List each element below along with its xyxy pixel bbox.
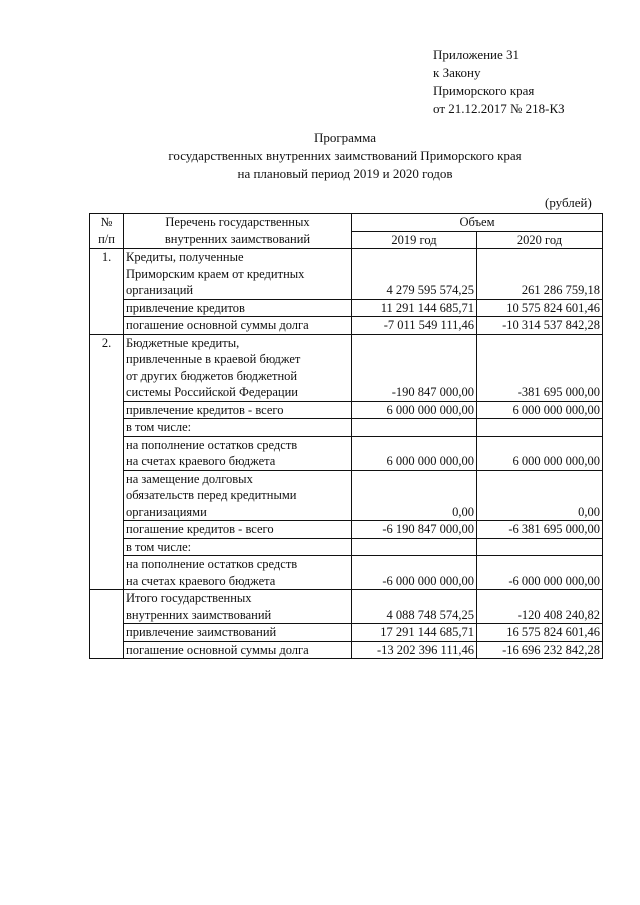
- row-name-line: организациями: [126, 504, 207, 519]
- row-name-line: обязательств перед кредитными: [126, 488, 297, 502]
- appendix-line: Приморского края: [433, 83, 535, 98]
- row-number: [90, 521, 124, 539]
- header-name: Перечень государственных внутренних заимствований: [124, 214, 352, 249]
- row-name-line: погашение основной суммы долга: [126, 318, 309, 332]
- table-row: [90, 334, 603, 401]
- value-2019: 4 088 748 574,25: [352, 590, 477, 624]
- value-2020: -10 314 537 842,28: [477, 317, 603, 335]
- row-name: [124, 436, 352, 470]
- value-2020: [477, 538, 603, 556]
- row-name: [124, 299, 352, 317]
- row-name-line: на замещение долговых: [126, 471, 253, 486]
- value-2020: 261 286 759,18: [477, 249, 603, 300]
- value-2019: [352, 538, 477, 556]
- table-row: [90, 538, 603, 556]
- value-2019: -13 202 396 111,46: [352, 641, 477, 659]
- row-number: [90, 624, 124, 642]
- row-number: 2.: [90, 334, 124, 401]
- header-volume: Объем: [352, 214, 603, 232]
- table-row: [90, 401, 603, 419]
- row-name-line: системы Российской Федерации: [126, 385, 298, 399]
- header-number: № п/п: [90, 214, 124, 249]
- value-2020: -120 408 240,82: [477, 590, 603, 624]
- table-header-row: [90, 214, 603, 232]
- table-row: [90, 436, 603, 470]
- value-2020: 6 000 000 000,00: [477, 436, 603, 470]
- appendix-line: Приложение 31: [433, 47, 520, 62]
- table-row: [90, 624, 603, 642]
- row-name-line: привлечение кредитов: [126, 300, 245, 315]
- value-2019: 17 291 144 685,71: [352, 624, 477, 642]
- value-2020: -6 381 695 000,00: [477, 521, 603, 539]
- row-number: [90, 641, 124, 659]
- value-2019: 11 291 144 685,71: [352, 299, 477, 317]
- appendix-line: к Закону: [433, 65, 481, 80]
- value-2019: 4 279 595 574,25: [352, 249, 477, 300]
- table-row: [90, 317, 603, 335]
- table-row: [90, 641, 603, 659]
- value-2020: 16 575 824 601,46: [477, 624, 603, 642]
- title-line: Программа: [313, 130, 377, 145]
- appendix-line: от 21.12.2017 № 218-КЗ: [433, 101, 565, 116]
- table-row: [90, 590, 603, 624]
- row-name-line: внутренних заимствований: [126, 607, 272, 622]
- value-2020: -381 695 000,00: [477, 334, 603, 401]
- value-2020: -16 696 232 842,28: [477, 641, 603, 659]
- row-number: [90, 299, 124, 317]
- row-number: [90, 470, 124, 521]
- row-name-line: привлечение кредитов - всего: [126, 402, 284, 417]
- value-2019: 6 000 000 000,00: [352, 436, 477, 470]
- row-name-line: Итого государственных: [126, 591, 252, 605]
- title-line: на плановый период 2019 и 2020 годов: [237, 166, 453, 181]
- borrowings-table: [89, 213, 603, 659]
- value-2019: 6 000 000 000,00: [352, 401, 477, 419]
- row-name-line: на счетах краевого бюджета: [126, 573, 276, 588]
- row-number: 1.: [90, 249, 124, 300]
- row-number: [90, 401, 124, 419]
- value-2020: -6 000 000 000,00: [477, 556, 603, 590]
- row-name-line: от других бюджетов бюджетной: [126, 368, 298, 383]
- appendix-reference: [433, 46, 565, 118]
- row-name-line: привлеченные в краевой бюджет: [126, 352, 301, 366]
- row-name: [124, 538, 352, 556]
- value-2019: -6 000 000 000,00: [352, 556, 477, 590]
- table-row: [90, 249, 603, 300]
- value-2020: [477, 419, 603, 437]
- row-name: [124, 624, 352, 642]
- row-name-line: погашение кредитов - всего: [126, 522, 274, 536]
- row-name: [124, 556, 352, 590]
- row-name-line: Бюджетные кредиты,: [126, 335, 240, 350]
- row-name-line: привлечение заимствований: [126, 625, 277, 639]
- value-2019: -7 011 549 111,46: [352, 317, 477, 335]
- table-row: [90, 556, 603, 590]
- table-row: [90, 419, 603, 437]
- row-number: [90, 436, 124, 470]
- row-name-line: на пополнение остатков средств: [126, 437, 298, 452]
- row-name: [124, 249, 352, 300]
- header-year-2020: 2020 год: [477, 231, 603, 249]
- table-row: [90, 299, 603, 317]
- title-line: государственных внутренних заимствований Приморского края: [168, 148, 522, 163]
- value-2020: 0,00: [477, 470, 603, 521]
- row-number: [90, 419, 124, 437]
- row-name-line: организаций: [126, 283, 194, 297]
- row-name-line: на пополнение остатков средств: [126, 557, 298, 571]
- row-name: [124, 641, 352, 659]
- row-name: [124, 317, 352, 335]
- row-name: [124, 401, 352, 419]
- row-name-line: в том числе:: [126, 539, 192, 554]
- table-row: [90, 470, 603, 521]
- row-name-line: на счетах краевого бюджета: [126, 454, 276, 468]
- row-number: [90, 317, 124, 335]
- value-2019: -6 190 847 000,00: [352, 521, 477, 539]
- table-row: [90, 521, 603, 539]
- row-number: [90, 556, 124, 590]
- row-name: [124, 521, 352, 539]
- value-2019: -190 847 000,00: [352, 334, 477, 401]
- row-name: [124, 470, 352, 521]
- row-number: [90, 590, 124, 624]
- units-label: (рублей): [545, 195, 592, 210]
- value-2019: 0,00: [352, 470, 477, 521]
- value-2020: 10 575 824 601,46: [477, 299, 603, 317]
- header-year-2019: 2019 год: [352, 231, 477, 249]
- row-name: [124, 590, 352, 624]
- value-2020: 6 000 000 000,00: [477, 401, 603, 419]
- row-name: [124, 419, 352, 437]
- row-name: [124, 334, 352, 401]
- document-title: [0, 129, 640, 183]
- row-number: [90, 538, 124, 556]
- row-name-line: погашение основной суммы долга: [126, 642, 309, 657]
- row-name-line: Кредиты, полученные: [126, 250, 244, 264]
- value-2019: [352, 419, 477, 437]
- row-name-line: Приморским краем от кредитных: [126, 266, 305, 281]
- row-name-line: в том числе:: [126, 420, 192, 434]
